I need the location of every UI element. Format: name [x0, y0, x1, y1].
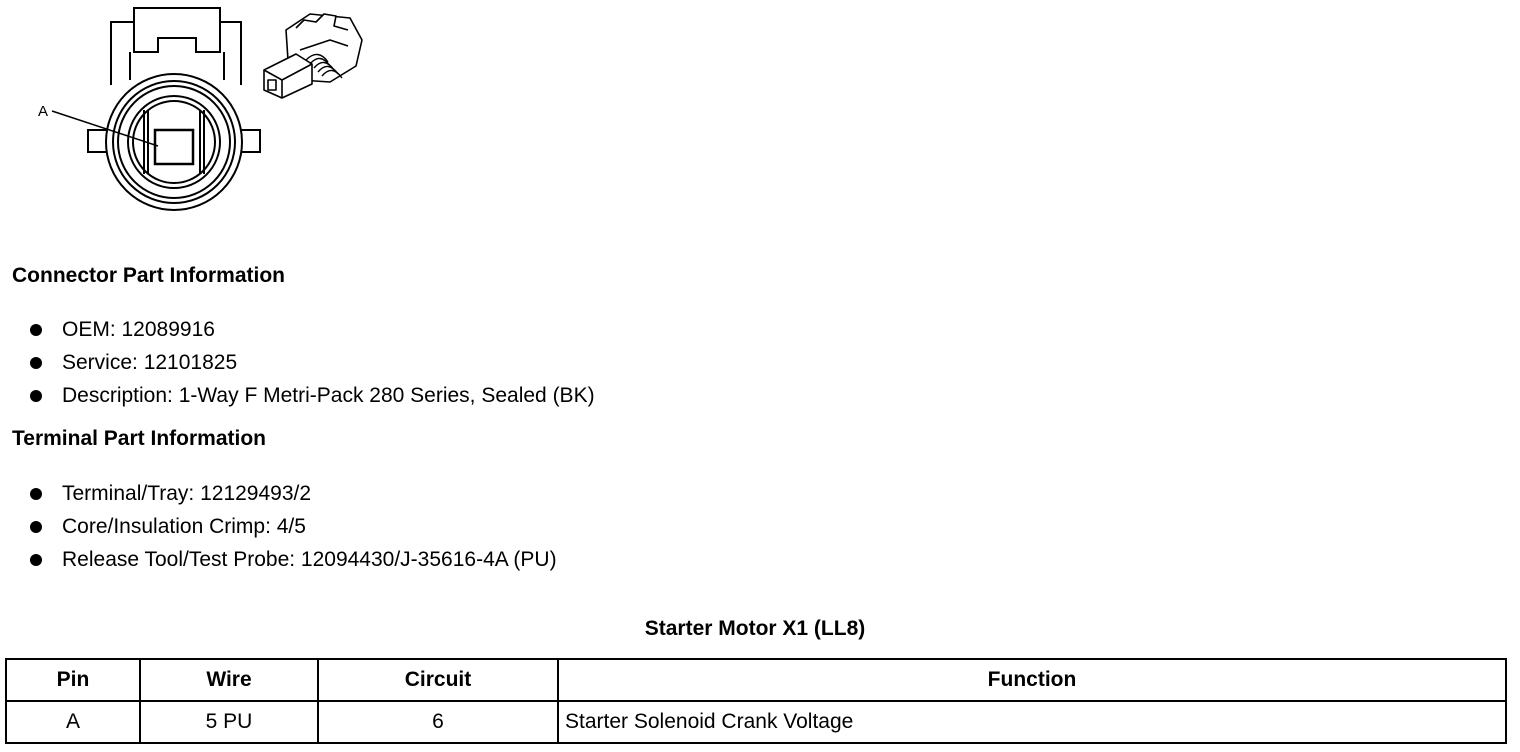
pin-table	[5, 658, 1507, 744]
bullet-icon	[30, 357, 42, 369]
header-pin: Pin	[6, 659, 140, 701]
connector-part-info-heading: Connector Part Information	[12, 264, 286, 287]
cell-function: Starter Solenoid Crank Voltage	[558, 701, 1506, 743]
cell-pin: A	[6, 701, 140, 743]
cell-circuit: 6	[318, 701, 558, 743]
terminal-part-info-list	[30, 477, 557, 576]
connector-oem: OEM: 12089916	[62, 318, 215, 341]
connector-description: Description: 1-Way F Metri-Pack 280 Series, Sealed (BK)	[62, 384, 595, 407]
header-wire: Wire	[140, 659, 318, 701]
bullet-icon	[30, 488, 42, 500]
connector-part-info-list	[30, 313, 595, 412]
list-item	[30, 477, 557, 510]
table-header-row	[6, 659, 1506, 701]
connector-illustration	[0, 0, 380, 220]
list-item	[30, 346, 595, 379]
connector-service: Service: 12101825	[62, 351, 238, 374]
table-title: Starter Motor X1 (LL8)	[644, 617, 866, 640]
callout-label-a: A	[38, 103, 49, 120]
list-item	[30, 543, 557, 576]
header-circuit: Circuit	[318, 659, 558, 701]
terminal-release-tool: Release Tool/Test Probe: 12094430/J-35616-4A (PU)	[62, 548, 557, 571]
header-function: Function	[558, 659, 1506, 701]
bullet-icon	[30, 390, 42, 402]
list-item	[30, 313, 595, 346]
list-item	[30, 510, 557, 543]
cell-wire: 5 PU	[140, 701, 318, 743]
bullet-icon	[30, 554, 42, 566]
terminal-tray: Terminal/Tray: 12129493/2	[62, 482, 312, 505]
table-row	[6, 701, 1506, 743]
terminal-part-info-heading: Terminal Part Information	[12, 427, 266, 450]
list-item	[30, 379, 595, 412]
bullet-icon	[30, 324, 42, 336]
bullet-icon	[30, 521, 42, 533]
terminal-crimp: Core/Insulation Crimp: 4/5	[62, 515, 306, 538]
